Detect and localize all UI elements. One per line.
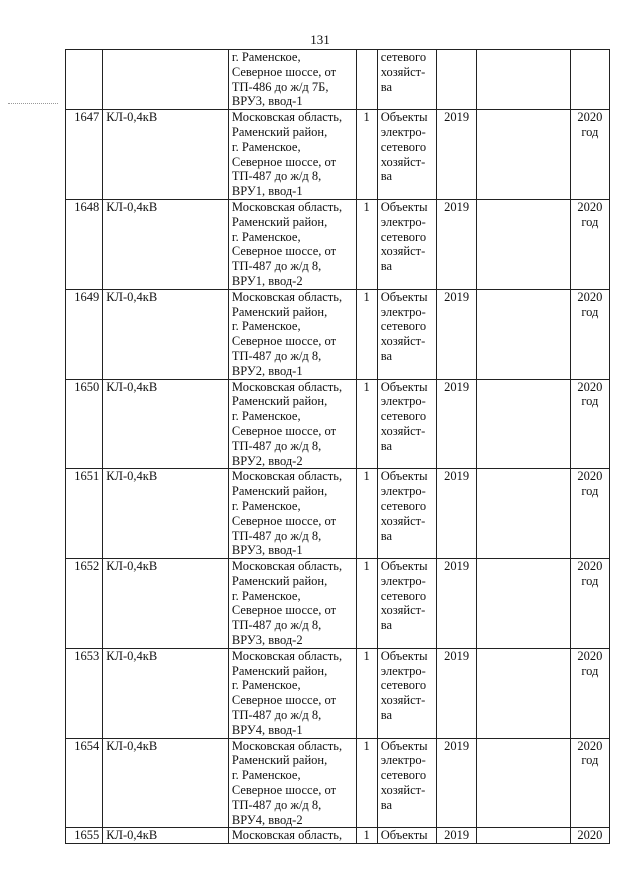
cell-qty: 1: [356, 289, 377, 379]
cell-end: 2020 год: [570, 289, 609, 379]
cell-num: 1649: [66, 289, 103, 379]
table-row: [66, 559, 610, 649]
table-row: [66, 648, 610, 738]
cell-num: 1652: [66, 559, 103, 649]
cell-qty: 1: [356, 469, 377, 559]
cell-blank: [477, 559, 571, 649]
cell-name: КЛ-0,4кВ: [103, 469, 229, 559]
cell-name: КЛ-0,4кВ: [103, 738, 229, 828]
table-row: [66, 199, 610, 289]
cell-type: Объекты электро- сетевого хозяйст- ва: [377, 379, 436, 469]
cell-type: сетевого хозяйст- ва: [377, 50, 436, 110]
cell-type: Объекты электро- сетевого хозяйст- ва: [377, 289, 436, 379]
cell-year: 2019: [437, 110, 477, 200]
cell-address: Московская область, Раменский район, г. Раменское, Северное шоссе, от ТП-487 до ж/д 8, ВРУ3, ввод-2: [228, 559, 356, 649]
cell-num: 1650: [66, 379, 103, 469]
cell-num: [66, 50, 103, 110]
cell-qty: 1: [356, 199, 377, 289]
cell-blank: [477, 289, 571, 379]
cell-type: Объекты электро- сетевого хозяйст- ва: [377, 199, 436, 289]
cell-num: 1651: [66, 469, 103, 559]
cell-address: Московская область, Раменский район, г. Раменское, Северное шоссе, от ТП-487 до ж/д 8, ВРУ4, ввод-1: [228, 648, 356, 738]
cell-name: КЛ-0,4кВ: [103, 110, 229, 200]
cell-year: 2019: [437, 379, 477, 469]
cell-qty: 1: [356, 828, 377, 844]
cell-num: 1655: [66, 828, 103, 844]
cell-address: Московская область,: [228, 828, 356, 844]
cell-end: 2020 год: [570, 379, 609, 469]
cell-name: КЛ-0,4кВ: [103, 828, 229, 844]
table-row: [66, 469, 610, 559]
cell-num: 1647: [66, 110, 103, 200]
cell-blank: [477, 50, 571, 110]
cell-address: Московская область, Раменский район, г. Раменское, Северное шоссе, от ТП-487 до ж/д 8, ВРУ2, ввод-2: [228, 379, 356, 469]
table-row: [66, 738, 610, 828]
cell-name: КЛ-0,4кВ: [103, 199, 229, 289]
cell-type: Объекты электро- сетевого хозяйст- ва: [377, 738, 436, 828]
cell-blank: [477, 648, 571, 738]
cell-address: Московская область, Раменский район, г. Раменское, Северное шоссе, от ТП-487 до ж/д 8, ВРУ2, ввод-1: [228, 289, 356, 379]
cell-blank: [477, 379, 571, 469]
cell-year: 2019: [437, 828, 477, 844]
cell-blank: [477, 469, 571, 559]
table-row: [66, 379, 610, 469]
cell-name: КЛ-0,4кВ: [103, 648, 229, 738]
cell-name: КЛ-0,4кВ: [103, 289, 229, 379]
cell-end: 2020 год: [570, 648, 609, 738]
cell-year: 2019: [437, 469, 477, 559]
table-row-continuation: [66, 50, 610, 110]
cell-end: 2020 год: [570, 110, 609, 200]
cell-qty: 1: [356, 379, 377, 469]
cell-name: КЛ-0,4кВ: [103, 559, 229, 649]
cell-address: Московская область, Раменский район, г. Раменское, Северное шоссе, от ТП-487 до ж/д 8, ВРУ4, ввод-2: [228, 738, 356, 828]
cell-name: [103, 50, 229, 110]
cell-qty: 1: [356, 738, 377, 828]
cell-name: КЛ-0,4кВ: [103, 379, 229, 469]
cell-type: Объекты электро- сетевого хозяйст- ва: [377, 648, 436, 738]
table-row: [66, 110, 610, 200]
cell-num: 1653: [66, 648, 103, 738]
table-row: [66, 289, 610, 379]
table-row-last: [66, 828, 610, 844]
cell-end: 2020 год: [570, 738, 609, 828]
cell-year: 2019: [437, 199, 477, 289]
cell-end: 2020 год: [570, 559, 609, 649]
cell-end: 2020 год: [570, 469, 609, 559]
cell-qty: 1: [356, 648, 377, 738]
cell-year: 2019: [437, 648, 477, 738]
page-number: 131: [310, 32, 330, 47]
cell-end: 2020 год: [570, 199, 609, 289]
cell-year: 2019: [437, 289, 477, 379]
cell-type: Объекты электро- сетевого хозяйст- ва: [377, 469, 436, 559]
cell-qty: 1: [356, 559, 377, 649]
register-table: [65, 49, 610, 844]
cell-blank: [477, 110, 571, 200]
cell-year: 2019: [437, 738, 477, 828]
scan-artifact: [8, 103, 58, 105]
cell-blank: [477, 199, 571, 289]
cell-address: Московская область, Раменский район, г. Раменское, Северное шоссе, от ТП-487 до ж/д 8, ВРУ1, ввод-1: [228, 110, 356, 200]
cell-blank: [477, 738, 571, 828]
cell-blank: [477, 828, 571, 844]
cell-type: Объекты электро- сетевого хозяйст- ва: [377, 110, 436, 200]
cell-address: Московская область, Раменский район, г. Раменское, Северное шоссе, от ТП-487 до ж/д 8, ВРУ3, ввод-1: [228, 469, 356, 559]
cell-qty: 1: [356, 110, 377, 200]
cell-end: [570, 50, 609, 110]
cell-qty: [356, 50, 377, 110]
cell-year: 2019: [437, 559, 477, 649]
cell-num: 1654: [66, 738, 103, 828]
cell-end: 2020: [570, 828, 609, 844]
cell-type: Объекты электро- сетевого хозяйст- ва: [377, 559, 436, 649]
cell-year: [437, 50, 477, 110]
cell-address: г. Раменское, Северное шоссе, от ТП-486 до ж/д 7Б, ВРУ3, ввод-1: [228, 50, 356, 110]
cell-num: 1648: [66, 199, 103, 289]
cell-address: Московская область, Раменский район, г. Раменское, Северное шоссе, от ТП-487 до ж/д 8, ВРУ1, ввод-2: [228, 199, 356, 289]
cell-type: Объекты: [377, 828, 436, 844]
